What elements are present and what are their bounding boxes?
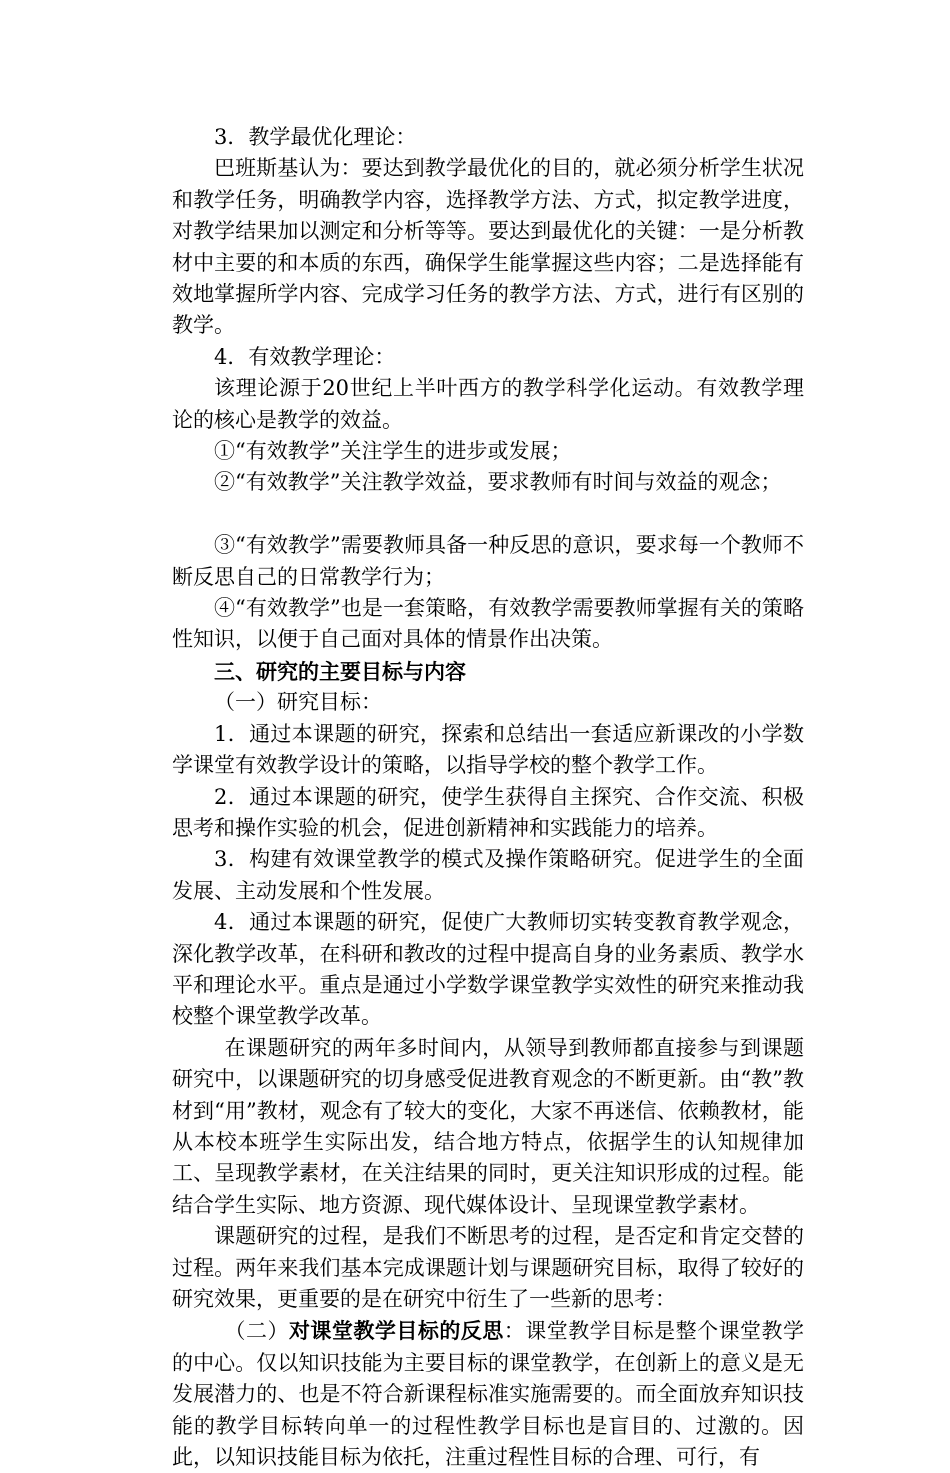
paragraph-research-progress: 在课题研究的两年多时间内，从领导到教师都直接参与到课题研究中，以课题研究的切身感受促进教育观念的不断更新。由“教”教材到“用”教材，观念有了较大的变化，大家不再迷信、依赖教材，能从本校本班学生实际出发，结合地方特点，依据学生的认知规律加工、呈现教学素材，在关注结果的同时，更关注知识形成的过程。能结合学生实际、地方资源、现代媒体设计、呈现课堂教学素材。: [172, 1035, 804, 1217]
paragraph-research-reflection: 课题研究的过程，是我们不断思考的过程，是否定和肯定交替的过程。两年来我们基本完成课题计划与课题研究目标，取得了较好的研究效果，更重要的是在研究中衍生了一些新的思考：: [172, 1224, 804, 1312]
goal-item-2: 2．通过本课题的研究，使学生获得自主探究、合作交流、积极思考和操作实验的机会，促进创新精神和实践能力的培养。: [172, 784, 804, 840]
reflection-body: ：课堂教学目标是整个课堂教学的中心。仅以知识技能为主要目标的课堂教学，在创新上的意义是无发展潜力的、也是不符合新课程标准实施需要的。而全面放弃知识技能的教学目标转向单一的过程性教学目标也是盲目的、过激的。因此，以知识技能目标为依托，注重过程性目标的合理、可行，有: [172, 1319, 805, 1470]
paragraph-goal-reflection: [172, 1315, 804, 1473]
goal-item-4: 4．通过本课题的研究，促使广大教师切实转变教育教学观念，深化教学改革，在科研和教改的过程中提高自身的业务素质、教学水平和理论水平。重点是通过小学数学课堂教学实效性的研究来推动我校整个课堂教学改革。: [172, 910, 804, 1029]
list-item-4: ④“有效教学”也是一套策略，有效教学需要教师掌握有关的策略性知识，以便于自己面对具体的情景作出决策。: [172, 596, 804, 652]
goal-item-3: 3．构建有效课堂教学的模式及操作策略研究。促进学生的全面发展、主动发展和个性发展。: [172, 847, 804, 903]
goal-item-1: 1．通过本课题的研究，探索和总结出一套适应新课改的小学数学课堂有效教学设计的策略，以指导学校的整个教学工作。: [172, 721, 804, 778]
list-item-2: ②“有效教学”关注教学效益，要求教师有时间与效益的观念；: [214, 470, 782, 495]
subheading-research-goals: （一）研究目标：: [214, 690, 382, 715]
list-item-1: ①“有效教学”关注学生的进步或发展；: [214, 439, 572, 464]
section-heading-optimization-theory: 3．教学最优化理论：: [214, 125, 417, 149]
paragraph-babansky: 巴班斯基认为：要达到教学最优化的目的，就必须分析学生状况和教学任务，明确教学内容，选择教学方法、方式，拟定教学进度，对教学结果加以测定和分析等等。要达到最优化的关键：一是分析教材中主要的和本质的东西，确保学生能掌握这些内容；二是选择能有效地掌握所学内容、完成学习任务的教学方法、方式，进行有区别的教学。: [172, 156, 804, 338]
reflection-prefix: （二）: [224, 1319, 289, 1344]
section-heading-research-goals: 三、研究的主要目标与内容: [214, 658, 466, 684]
reflection-heading: 对课堂教学目标的反思: [288, 1318, 504, 1344]
paragraph-theory-origin: 该理论源于20世纪上半叶西方的教学科学化运动。有效教学理论的核心是教学的效益。: [172, 376, 804, 432]
section-heading-effective-teaching-theory: 4．有效教学理论：: [214, 344, 396, 369]
list-item-3: ③“有效教学”需要教师具备一种反思的意识，要求每一个教师不断反思自己的日常教学行为；: [172, 533, 804, 589]
document-body: [172, 122, 804, 1473]
